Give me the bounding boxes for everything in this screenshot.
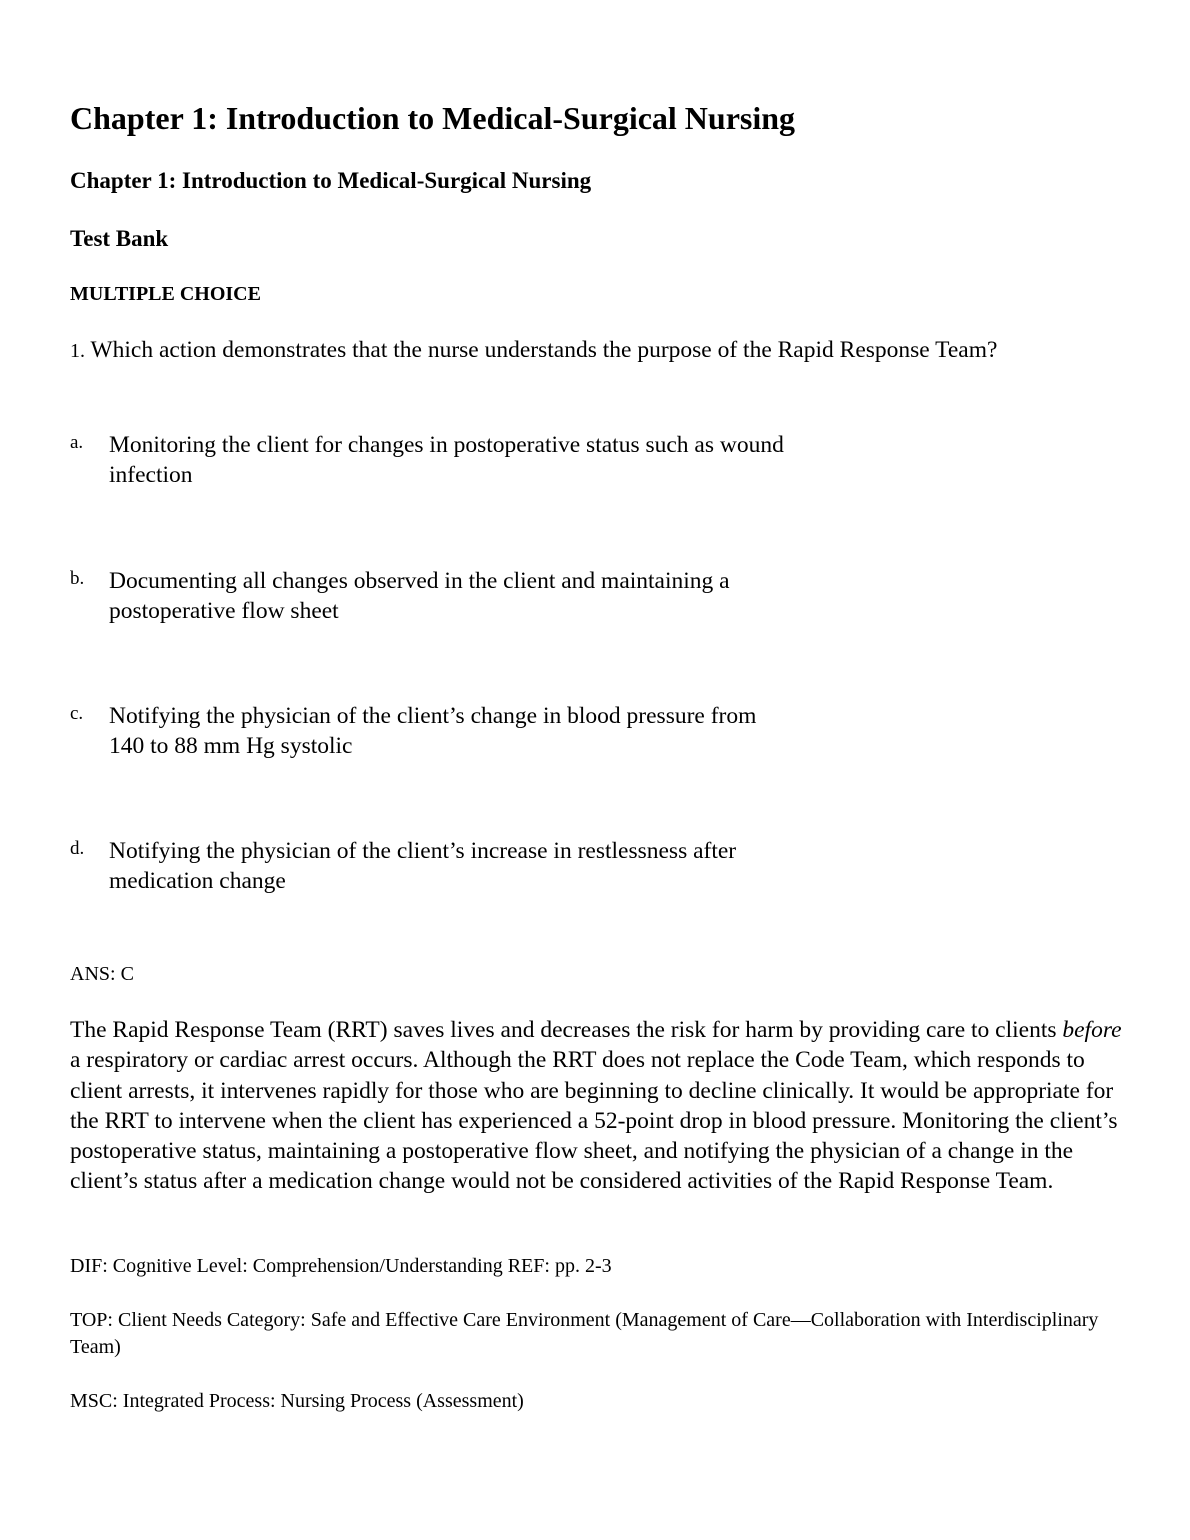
option-text-line: Notifying the physician of the client’s change in blood pressure from bbox=[109, 703, 757, 729]
option-text bbox=[109, 836, 889, 896]
option-text bbox=[109, 566, 889, 626]
option-text-line: Documenting all changes observed in the client and maintaining a bbox=[109, 568, 730, 594]
option-text-line: infection bbox=[109, 462, 193, 488]
chapter-title: Chapter 1: Introduction to Medical-Surgical Nursing bbox=[70, 100, 796, 136]
option-letter: c. bbox=[70, 703, 84, 724]
option-letter: d. bbox=[70, 838, 85, 859]
rationale-text-part1: The Rapid Response Team (RRT) saves lives and decreases the risk for harm by providing care to clients bbox=[70, 1017, 1063, 1043]
option-text-line: postoperative flow sheet bbox=[109, 598, 339, 624]
option-letter: b. bbox=[70, 568, 85, 589]
chapter-subtitle: Chapter 1: Introduction to Medical-Surgical Nursing bbox=[70, 168, 592, 193]
question-text: Which action demonstrates that the nurse understands the purpose of the Rapid Response Team? bbox=[85, 337, 998, 363]
option-letter: a. bbox=[70, 432, 84, 453]
option-text-line: 140 to 88 mm Hg systolic bbox=[109, 733, 353, 759]
topic-category: TOP: Client Needs Category: Safe and Effective Care Environment (Management of Care—Collaboration with Interdisciplinary Team) bbox=[70, 1309, 1099, 1358]
question-number: 1. bbox=[70, 340, 85, 362]
option-text bbox=[109, 701, 889, 761]
rationale-emphasis: before bbox=[1062, 1017, 1122, 1043]
option-text-line: medication change bbox=[109, 868, 286, 894]
option-text-line: Notifying the physician of the client’s increase in restlessness after bbox=[109, 838, 737, 864]
option-text-line: Monitoring the client for changes in postoperative status such as wound bbox=[109, 432, 784, 458]
rationale-text-part2: a respiratory or cardiac arrest occurs. Although the RRT does not replace the Code Team, which responds to client arrests, it intervenes rapidly for those who are beginning to decline clinically. It would be appropriate for the RRT to intervene when the client has experienced a 52-point drop in blood pressure. Monitoring the client’s postoperative status, maintaining a postoperative flow sheet, and notifying the physician of a change in the client’s status after a medication change would not be considered activities of the Rapid Response Team. bbox=[70, 1047, 1118, 1195]
option-text bbox=[109, 430, 889, 490]
question-stem bbox=[70, 335, 997, 366]
question-type-heading: MULTIPLE CHOICE bbox=[70, 283, 261, 305]
rationale-paragraph bbox=[70, 1015, 1130, 1197]
section-heading: Test Bank bbox=[70, 226, 169, 251]
difficulty-reference: DIF: Cognitive Level: Comprehension/Understanding REF: pp. 2-3 bbox=[70, 1255, 612, 1277]
answer-key: ANS: C bbox=[70, 963, 134, 985]
integrated-process: MSC: Integrated Process: Nursing Process (Assessment) bbox=[70, 1390, 524, 1412]
